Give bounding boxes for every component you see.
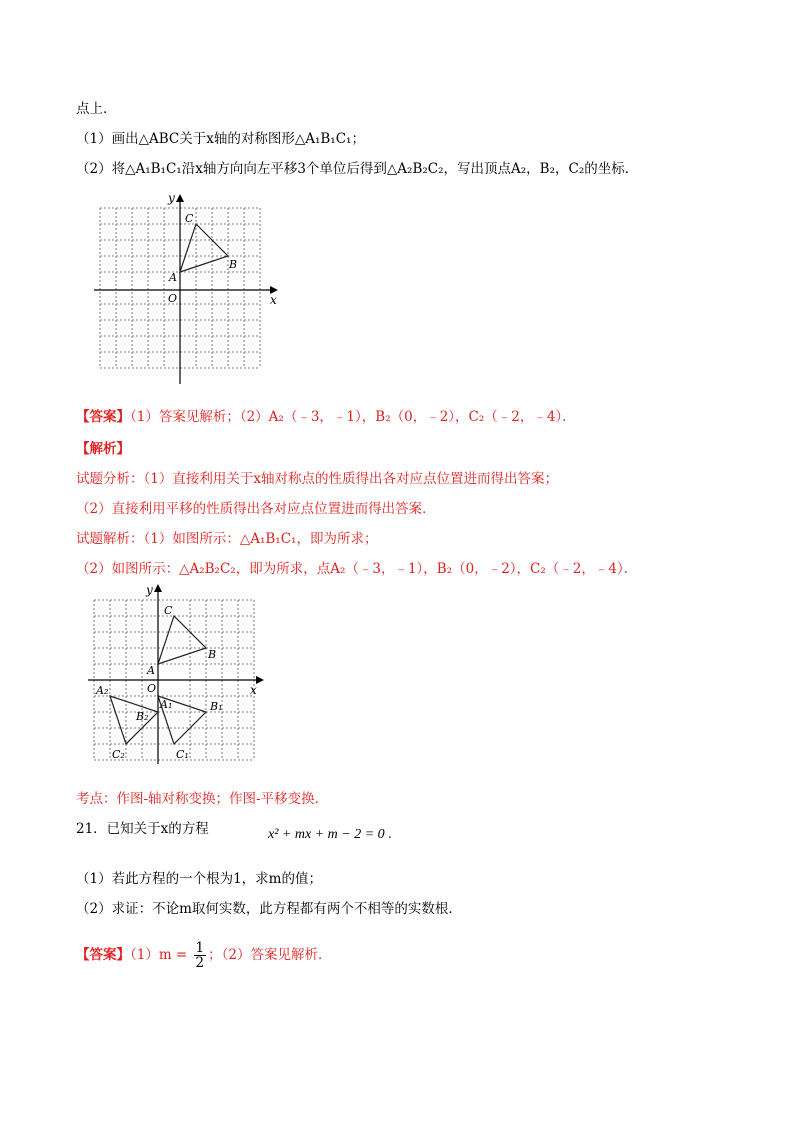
label-b2: B₂ <box>136 710 149 723</box>
question-21: 21．已知关于x的方程 <box>76 821 209 837</box>
figure-original-triangle <box>90 188 290 388</box>
label-o: O <box>168 292 178 305</box>
answer-2-post: ；（2）答案见解析． <box>208 947 332 963</box>
label-c2: C₂ <box>112 748 125 761</box>
answer-2-fraction <box>194 941 207 970</box>
question-part-2: （2）将△A₁B₁C₁沿x轴方向向左平移3个单位后得到△A₂B₂C₂，写出顶点A₂，B₂，C₂的坐标． <box>76 161 639 177</box>
label-c: C <box>164 604 173 617</box>
question-21-part-1: （1）若此方程的一个根为1，求m的值； <box>76 871 322 887</box>
analysis-line-1: 试题分析：（1）直接利用关于x轴对称点的性质得出各对应点位置进而得出答案； <box>76 471 558 487</box>
label-a1: A₁ <box>160 698 173 711</box>
answer-2-line <box>76 938 331 972</box>
answer-line <box>76 408 576 426</box>
question-21-equation: x² + mx + m − 2 = 0 . <box>268 827 392 842</box>
figure-solution-triangles <box>84 584 284 774</box>
label-b1: B₁ <box>210 700 223 713</box>
label-c1: C₁ <box>176 748 189 761</box>
text-line-top: 点上． <box>76 101 117 117</box>
question-part-1: （1）画出△ABC关于x轴的对称图形△A₁B₁C₁； <box>76 131 365 147</box>
label-x: x <box>270 293 277 307</box>
answer-2-tag: 【答案】 <box>76 947 130 963</box>
label-b: B <box>229 258 238 271</box>
analysis-line-4: （2）如图所示：△A₂B₂C₂，即为所求，点A₂（﹣3，﹣1），B₂（0，﹣2），C₂（﹣2，﹣4）． <box>76 561 638 577</box>
kaodian-line: 考点：作图-轴对称变换；作图-平移变换． <box>76 791 329 807</box>
label-b: B <box>208 648 217 661</box>
label-c: C <box>185 212 194 225</box>
label-y: y <box>168 191 175 205</box>
question-21-part-2: （2）求证：不论m取何实数，此方程都有两个不相等的实数根． <box>76 901 462 917</box>
answer-tag: 【答案】 <box>76 409 130 425</box>
answer-2-pre: （1）m = <box>130 947 188 963</box>
label-a2: A₂ <box>96 684 109 697</box>
label-x: x <box>250 683 257 697</box>
analysis-tag: 【解析】 <box>76 441 130 457</box>
answer-text: （1）答案见解析；（2）A₂（﹣3，﹣1），B₂（0，﹣2），C₂（﹣2，﹣4）． <box>130 409 576 425</box>
label-y: y <box>146 584 153 597</box>
analysis-line-2: （2）直接利用平移的性质得出各对应点位置进而得出答案． <box>76 501 436 517</box>
label-o: O <box>147 682 157 695</box>
fraction-numerator: 1 <box>195 940 205 956</box>
fraction-denominator: 2 <box>195 955 205 971</box>
analysis-line-3: 试题解析：（1）如图所示：△A₁B₁C₁，即为所求； <box>76 531 378 547</box>
label-a: A <box>147 664 155 677</box>
label-a: A <box>169 271 177 284</box>
